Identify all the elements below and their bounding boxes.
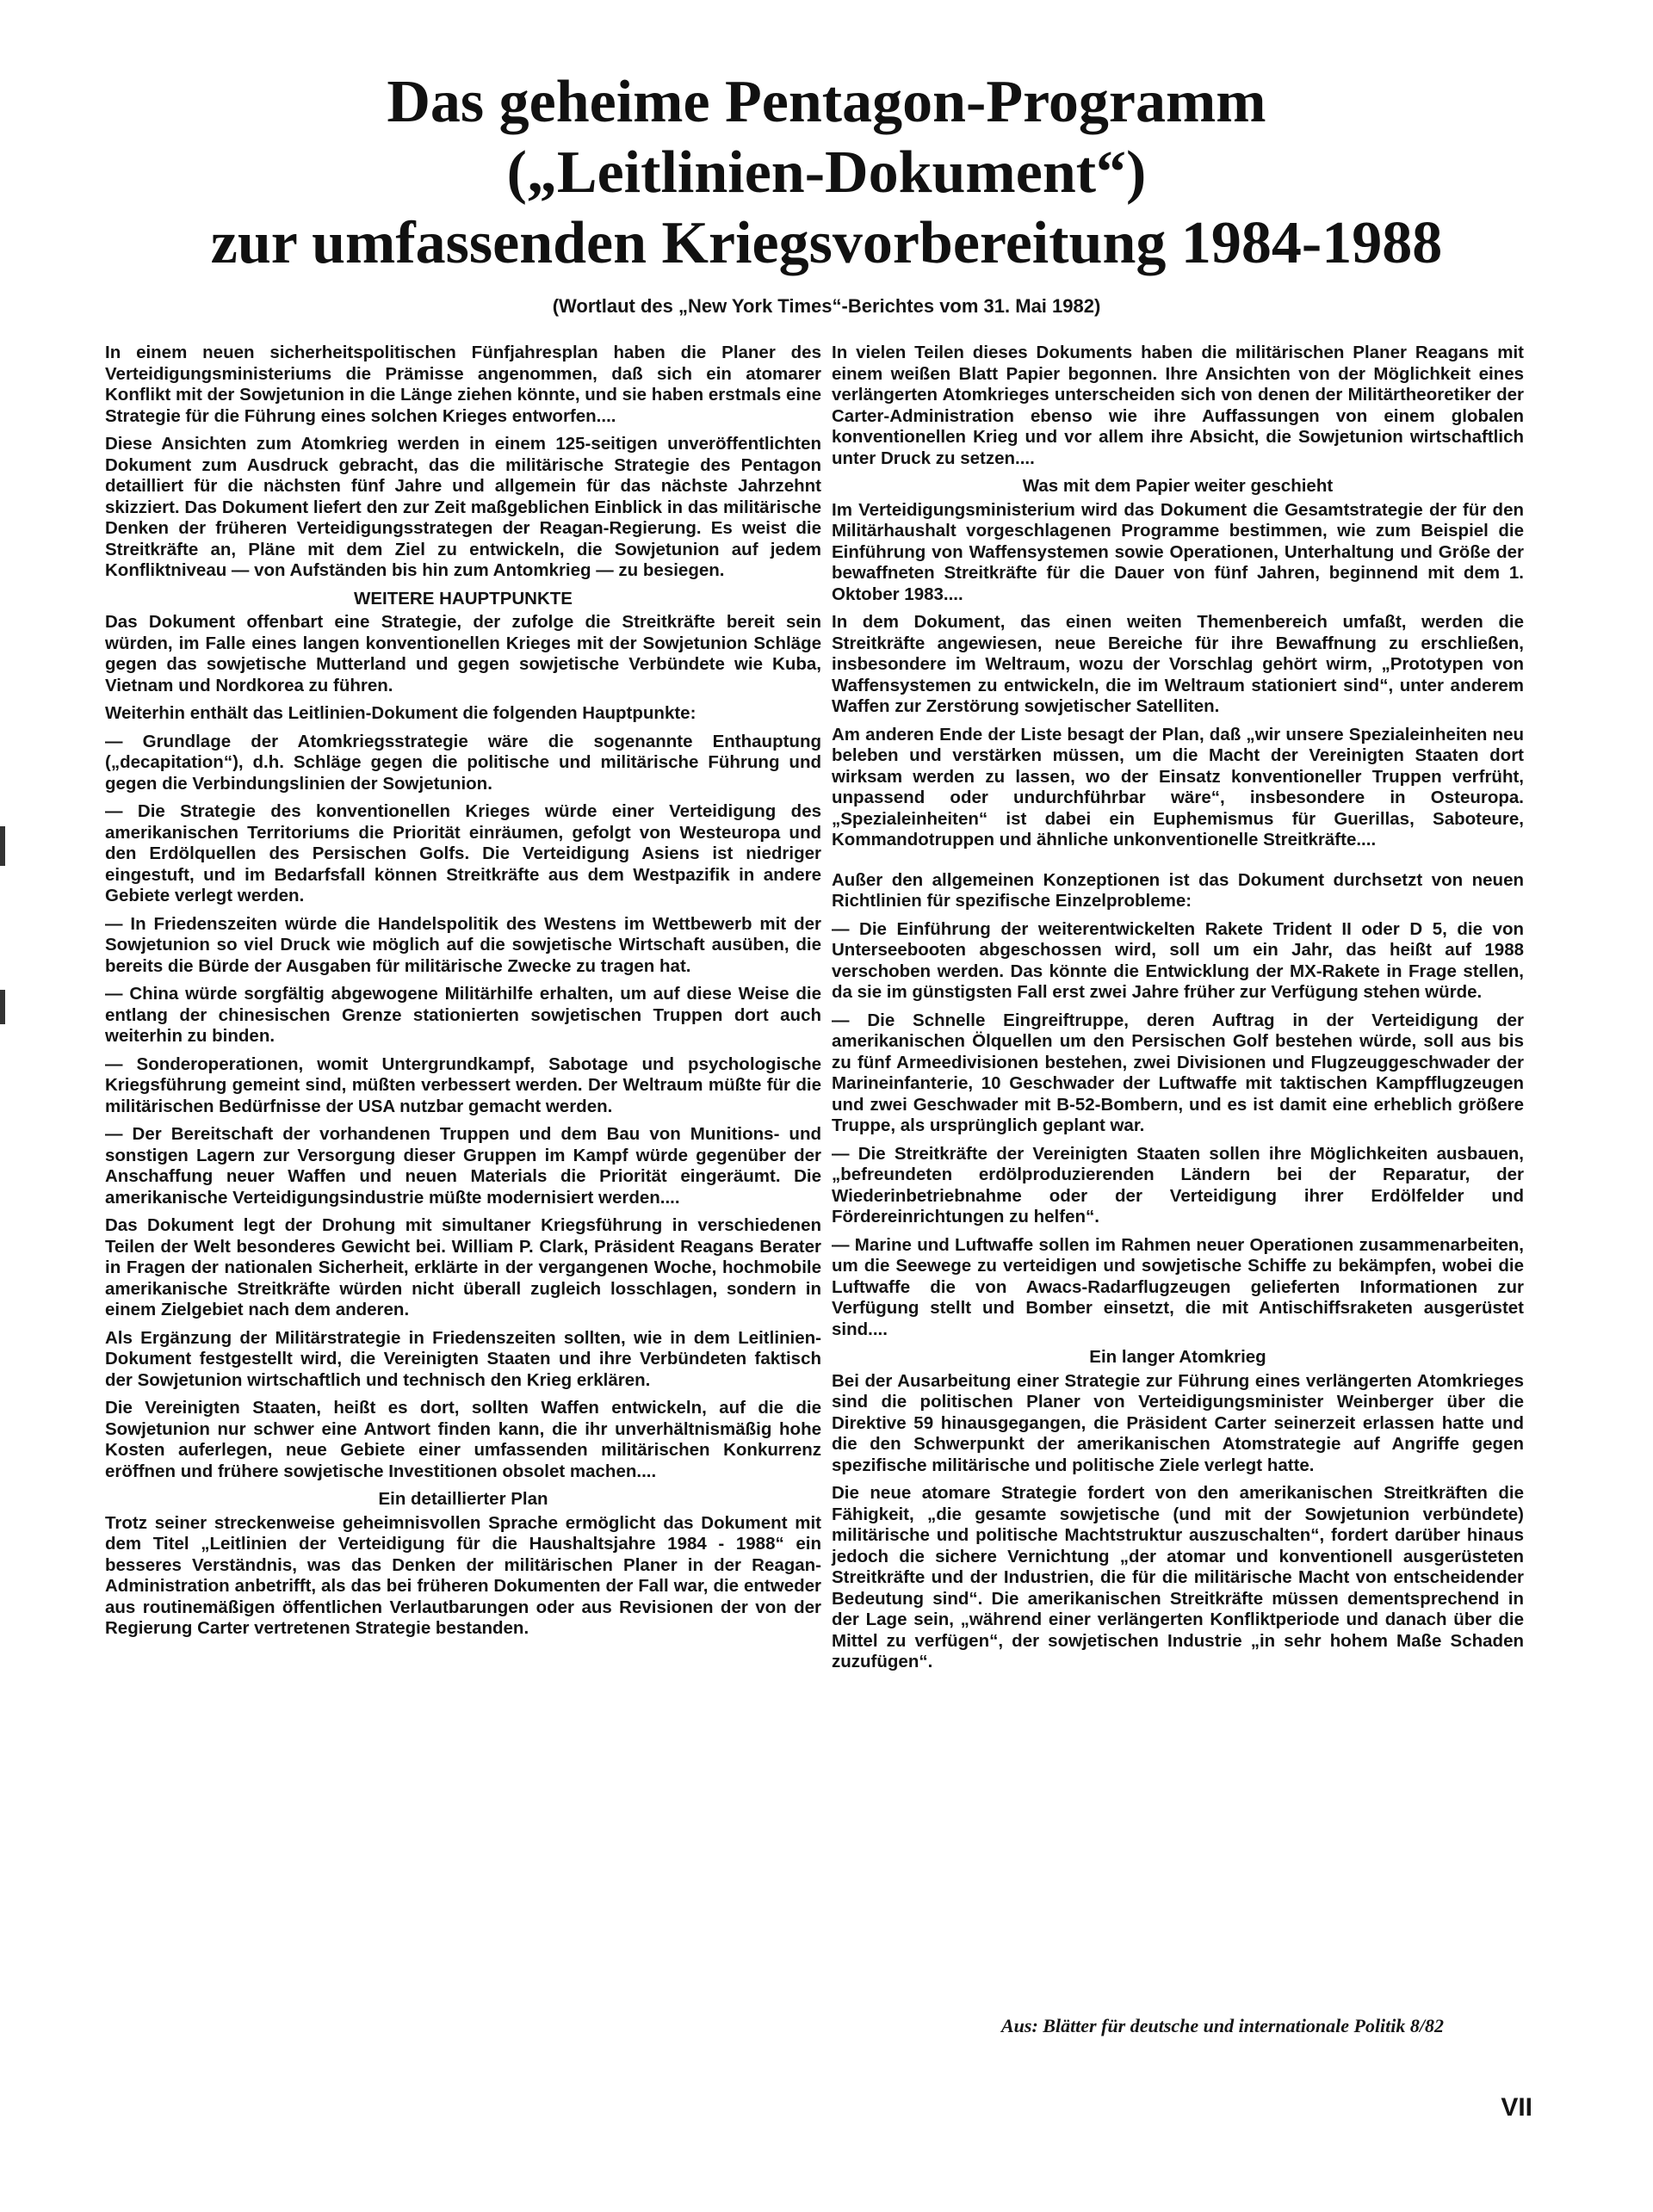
paragraph: — Die Strategie des konventionellen Krieges würde einer Verteidigung des amerikanischen Territoriums die Priorität einräumen, gefolgt von Westeuropa und den Erdölquellen des Persischen Golfs. Die Verteidigung Asiens ist niedriger eingestuft, und im Bedarfsfall können Streitkräfte aus dem Westpazifik in andere Gebiete verlegt werden. <box>105 801 821 905</box>
paragraph: Als Ergänzung der Militärstrategie in Friedenszeiten sollten, wie in dem Leitlinien-Dokument festgestellt wird, die Vereinigten Staaten und ihre Verbündeten faktisch der Sowjetunion wirtschaftlich und technisch den Krieg erklären. <box>105 1327 821 1390</box>
left-column <box>105 343 821 1647</box>
paragraph: Die Vereinigten Staaten, heißt es dort, sollten Waffen entwickeln, auf die die Sowjetunion nur schwer eine Antwort finden kann, die ihr unverhältnismäßig hohe Kosten auferlegen, neue Gebiete einer umfassenden militärischen Konkurrenz eröffnen und frühere sowjetische Investitionen obsolet machen.... <box>105 1398 821 1481</box>
scan-edge-mark <box>0 990 5 1024</box>
article-title <box>34 67 1619 279</box>
paragraph-gap <box>832 858 1524 870</box>
right-column <box>832 343 1524 1680</box>
scan-edge-mark <box>0 826 5 866</box>
section-heading: Ein langer Atomkrieg <box>1089 1347 1266 1367</box>
section-heading: Ein detaillierter Plan <box>378 1489 548 1509</box>
section-heading: Was mit dem Papier weiter geschieht <box>1022 476 1334 496</box>
title-line: zur umfassenden Kriegsvorbereitung 1984-1988 <box>210 210 1443 276</box>
paragraph: — Sonderoperationen, womit Untergrundkampf, Sabotage und psychologische Kriegsführung gemeint sind, müßten verbessert werden. Der Weltraum müßte für die militärischen Bedürfnisse der USA nutzbar gemacht werden. <box>105 1053 821 1116</box>
title-line: Das geheime Pentagon-Programm <box>387 69 1266 135</box>
source-line: (Wortlaut des „New York Times“-Berichtes vom 31. Mai 1982) <box>552 295 1101 317</box>
paragraph: Die neue atomare Strategie fordert von den amerikanischen Streitkräften die Fähigkeit, „die gesamte sowjetische (und mit der Sowjetunion verbündete) militärische und politische Machtstruktur auszuschalten“, fordert darüber hinaus jedoch die sichere Vernichtung „der atomar und konventionell ausgerüsteten Streitkräfte und der Industrien, die für die militärische Macht von entscheidender Bedeutung sind“. Die amerikanischen Streitkräfte müssen dementsprechend in der Lage sein, „während einer verlängerten Konfliktperiode und danach über die Mittel zu verfügen“, der sowjetischen Industrie „in sehr hohem Maße Schaden zuzufügen“. <box>832 1483 1524 1671</box>
paragraph: — Die Schnelle Eingreiftruppe, deren Auftrag in der Verteidigung der amerikanischen Ölquellen um den Persischen Golf bestehen würde, soll aus bis zu fünf Armeedivisionen bestehen, zwei Divisionen und Flugzeuggeschwader der Marineinfanterie, 10 Geschwader der Luftwaffe mit taktischen Kampfflugzeugen und zwei Geschwader mit B-52-Bombern, und es ist damit eine erheblich größere Truppe, als ursprünglich geplant war. <box>832 1010 1524 1135</box>
paragraph: — Die Streitkräfte der Vereinigten Staaten sollen ihre Möglichkeiten ausbauen, „befreundeten erdölproduzierenden Ländern bei der Reparatur, der Wiederinbetriebnahme oder der Verteidigung ihrer Erdölfelder und Fördereinrichtungen zu helfen“. <box>832 1143 1524 1226</box>
paragraph: Im Verteidigungsministerium wird das Dokument die Gesamtstrategie der für den Militärhaushalt vorgeschlagenen Programme bestimmen, wie zum Beispiel die Einführung von Waffensystemen sowie Operationen, Unterhaltung und Größe der bewaffneten Streitkräfte für die Dauer von fünf Jahren, beginnend mit dem 1. Oktober 1983.... <box>832 499 1524 604</box>
paragraph: In dem Dokument, das einen weiten Themenbereich umfaßt, werden die Streitkräfte angewiesen, neue Bereiche für ihre Bewaffnung zu erschließen, insbesondere im Weltraum, wozu der Vorschlag gehört wirm, „Prototypen von Waffensystemen zu entwickeln, die im Weltraum stationiert sind“, unter anderem Waffen zur Zerstörung sowjetischer Satelliten. <box>832 612 1524 716</box>
source-credit: Aus: Blätter für deutsche und internationale Politik 8/82 <box>1000 2015 1445 2036</box>
paragraph: — Marine und Luftwaffe sollen im Rahmen neuer Operationen zusammenarbeiten, um die Seewege zu verteidigen und sowjetische Schiffe zu bekämpfen, wobei die Luftwaffe die von Awacs-Radarflugzeugen gelieferten Informationen zur Verfügung stellt und Bomber einsetzt, die mit Antischiffsraketen ausgerüstet sind.... <box>832 1234 1524 1339</box>
paragraph: In einem neuen sicherheitspolitischen Fünfjahresplan haben die Planer des Verteidigungsministeriums die Prämisse angenommen, daß sich ein atomarer Konflikt mit der Sowjetunion in die Länge ziehen könnte, und sie haben erstmals eine Strategie für die Führung eines solchen Krieges entworfen.... <box>105 343 821 426</box>
paragraph: Bei der Ausarbeitung einer Strategie zur Führung eines verlängerten Atomkrieges sind die politischen Planer von Verteidigungsminister Weinberger über die Direktive 59 hinausgegangen, die Präsident Carter seinerzeit erlassen hatte und die den Schwerpunkt der amerikanischen Atomstrategie auf Angriffe gegen spezifische militärische und politische Ziele verlegt hatte. <box>832 1370 1524 1475</box>
paragraph: — Grundlage der Atomkriegsstrategie wäre die sogenannte Enthauptung („decapitation“), d.h. Schläge gegen die politische und militärische Führung und gegen die Verbindungslinien der Sowjetunion. <box>105 731 821 794</box>
paragraph: — In Friedenszeiten würde die Handelspolitik des Westens im Wettbewerb mit der Sowjetunion so viel Druck wie möglich auf die sowjetische Wirtschaft ausüben, die bereits die Bürde der Ausgaben für militärische Zwecke zu tragen hat. <box>105 913 821 976</box>
paragraph: Außer den allgemeinen Konzeptionen ist das Dokument durchsetzt von neuen Richtlinien für spezifische Einzelprobleme: <box>832 869 1524 911</box>
paragraph: Das Dokument legt der Drohung mit simultaner Kriegsführung in verschiedenen Teilen der Welt besonderes Gewicht bei. William P. Clark, Präsident Reagans Berater in Fragen der nationalen Sicherheit, erklärte in der vergangenen Woche, hochmobile amerikanische Streitkräfte würden nicht überall zugleich losschlagen, sondern in einem Zielgebiet nach dem anderen. <box>105 1215 821 1319</box>
paragraph: In vielen Teilen dieses Dokuments haben die militärischen Planer Reagans mit einem weißen Blatt Papier begonnen. Ihre Ansichten von der Möglichkeit eines verlängerten Atomkrieges unterscheiden sich von denen der Militärtheoretiker der Carter-Administration ebenso wie ihre Auffassungen von einem globalen konventionellen Krieg und vor allem ihre Absicht, die Sowjetunion wirtschaftlich unter Druck zu setzen.... <box>832 343 1524 468</box>
paragraph: Am anderen Ende der Liste besagt der Plan, daß „wir unsere Spezialeinheiten neu beleben und verstärken müssen, um die Macht der Vereinigten Staaten dort wirksam werden zu lassen, wo der Einsatz konventioneller Truppen verfrüht, unpassend oder undurchführbar wäre“, insbesondere in Osteuropa. „Spezialeinheiten“ ist dabei ein Euphemismus für Guerillas, Saboteure, Kommandotruppen und ähnliche unkonventionelle Streitkräfte.... <box>832 724 1524 850</box>
paragraph: — Die Einführung der weiterentwickelten Rakete Trident II oder D 5, die von Unterseebooten abgeschossen wird, soll um ein Jahr, das heißt auf 1988 verschoben werden. Das könnte die Entwicklung der MX-Rakete in Frage stellen, da sie im günstigsten Fall erst zwei Jahre früher zur Verfügung stehen würde. <box>832 918 1524 1002</box>
title-line: („Leitlinien-Dokument“) <box>506 139 1147 206</box>
section-heading: WEITERE HAUPTPUNKTE <box>354 588 573 609</box>
paragraph: Das Dokument offenbart eine Strategie, der zufolge die Streitkräfte bereit sein würden, im Falle eines langen konventionellen Krieges mit der Sowjetunion Schläge gegen das sowjetische Mutterland und gegen sowjetische Verbündete wie Kuba, Vietnam und Nordkorea zu führen. <box>105 612 821 695</box>
paragraph: Diese Ansichten zum Atomkrieg werden in einem 125-seitigen unveröffentlichten Dokument zum Ausdruck gebracht, das die militärische Strategie des Pentagon detailliert für die nächsten fünf Jahre und allgemein für das nächste Jahrzehnt skizziert. Das Dokument liefert den zur Zeit maßgeblichen Einblick in das militärische Denken der früheren Verteidigungsstrategen der Reagan-Regierung. Es weist die Streitkräfte an, Pläne mit dem Ziel zu entwickeln, die Sowjetunion auf jedem Konfliktniveau — von Aufständen bis hin zum Antomkrieg — zu besiegen. <box>105 434 821 580</box>
paragraph: Weiterhin enthält das Leitlinien-Dokument die folgenden Hauptpunkte: <box>105 703 696 723</box>
paragraph: — China würde sorgfältig abgewogene Militärhilfe erhalten, um auf diese Weise die entlang der chinesischen Grenze stationierten sowjetischen Truppen dort auch weiterhin zu binden. <box>105 984 821 1046</box>
page-number: VII <box>1501 2093 1532 2122</box>
paragraph: — Der Bereitschaft der vorhandenen Truppen und dem Bau von Munitions- und sonstigen Lagern zur Versorgung dieser Gruppen im Kampf würde gegenüber der Anschaffung neuer Waffen und neuen Materials die Priorität eingeräumt. Die amerikanische Verteidigungsindustrie müßte modernisiert werden.... <box>105 1124 821 1208</box>
paragraph: Trotz seiner streckenweise geheimnisvollen Sprache ermöglicht das Dokument mit dem Titel „Leitlinien der Verteidigung für die Haushaltsjahre 1984 - 1988“ ein besseres Verständnis, was das Denken der militärischen Planer in der Reagan-Administration anbetrifft, als das bei früheren Dokumenten der Fall war, die entweder aus routinemäßigen öffentlichen Verlautbarungen oder aus Revisionen der von der Regierung Carter vertretenen Strategie bestanden. <box>105 1512 821 1638</box>
